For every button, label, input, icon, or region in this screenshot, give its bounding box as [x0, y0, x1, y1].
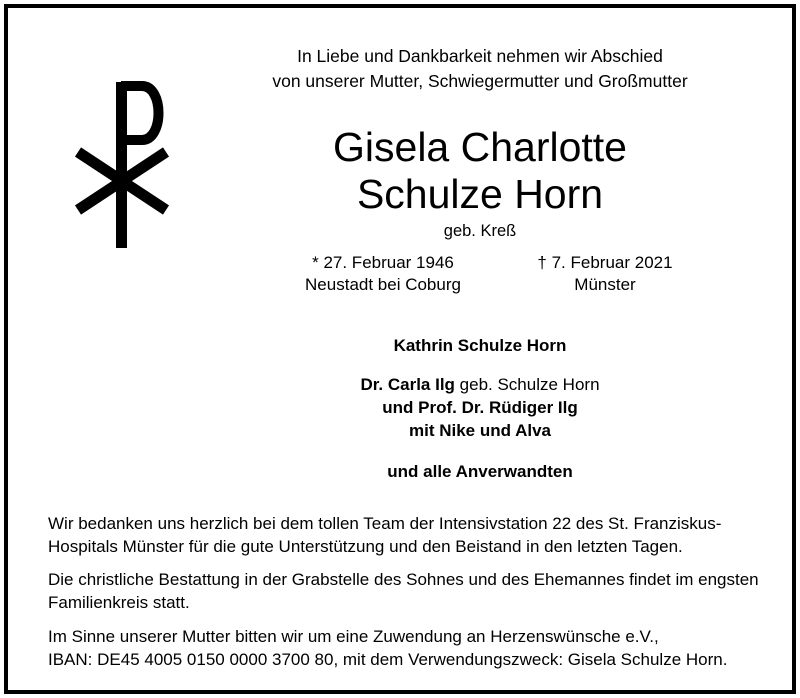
paragraph-line: IBAN: DE45 4005 0150 0000 3700 80, mit dem Verwendungszweck: Gisela Schulze Horn. [48, 650, 728, 669]
donation-paragraph [48, 625, 760, 671]
intro-line: von unserer Mutter, Schwiegermutter und Großmutter [272, 71, 688, 91]
name-line-last: Schulze Horn [356, 171, 604, 217]
paragraph-line: Im Sinne unserer Mutter bitten wir um eine Zuwendung an Herzenswünsche e.V., [48, 627, 659, 646]
thanks-paragraph [48, 512, 760, 558]
daughter-2-name: Dr. Carla Ilg [360, 375, 455, 394]
obituary-notice [4, 4, 796, 694]
intro-line: In Liebe und Dankbarkeit nehmen wir Abschied [297, 46, 663, 66]
daughter-2-nee: geb. Schulze Horn [454, 375, 600, 394]
deceased-name [260, 124, 700, 218]
chi-rho-icon [72, 80, 172, 250]
family-daughter-2 [260, 373, 700, 396]
death-date: † 7. Februar 2021 [537, 253, 673, 272]
death-place: Münster [574, 275, 636, 294]
death-info [510, 252, 700, 296]
paragraph-line: Wir bedanken uns herzlich bei dem tollen Team der Intensivstation 22 des St. Franziskus- [48, 514, 722, 533]
paragraph-line: Familienkreis statt. [48, 593, 190, 612]
birth-date: * 27. Februar 1946 [312, 253, 454, 272]
birth-place: Neustadt bei Coburg [305, 275, 461, 294]
family-daughter-1: Kathrin Schulze Horn [393, 336, 567, 355]
funeral-paragraph [48, 568, 760, 614]
paragraph-line: Hospitals Münster für die gute Unterstützung und den Beistand in den letzten Tagen. [48, 537, 683, 556]
name-line-first: Gisela Charlotte [333, 124, 627, 170]
family-son-in-law: und Prof. Dr. Rüdiger Ilg [382, 398, 578, 417]
intro-text [260, 44, 700, 94]
family-grandchildren: mit Nike und Alva [408, 421, 551, 440]
maiden-name: geb. Kreß [443, 222, 517, 240]
family-relatives: und alle Anverwandten [387, 462, 573, 481]
birth-info [288, 252, 478, 296]
paragraph-line: Die christliche Bestattung in der Grabstelle des Sohnes und des Ehemannes findet im engsten [48, 570, 759, 589]
